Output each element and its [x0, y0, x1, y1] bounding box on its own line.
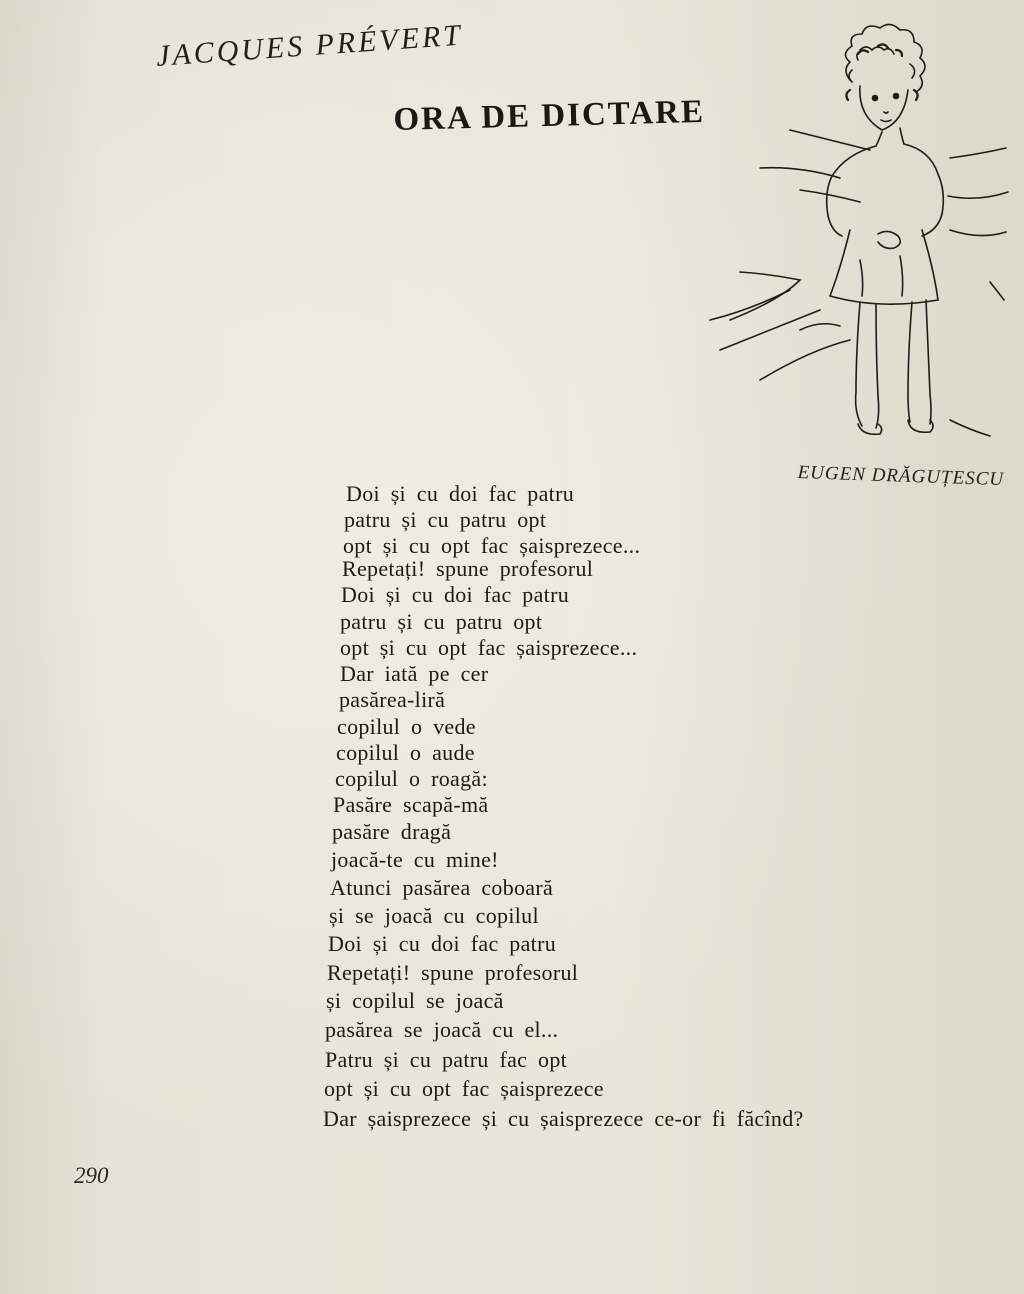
poem-line: joacă-te cu mine! [331, 847, 499, 872]
poem-line: și copilul se joacă [326, 988, 504, 1013]
poem-line: Doi și cu doi fac patru [328, 931, 557, 956]
poem-line: Repetați! spune profesorul [327, 960, 579, 985]
poem-line: Patru și cu patru fac opt [325, 1047, 568, 1072]
poem-line: opt și cu opt fac șaisprezece [324, 1076, 604, 1101]
poem-line: patru și cu patru opt [340, 609, 543, 634]
poem-line: patru și cu patru opt [344, 507, 547, 532]
illustrator-credit: EUGEN DRĂGUȚESCU [797, 462, 1005, 491]
poem-line: copilul o vede [337, 714, 476, 739]
poem-line: Atunci pasărea coboară [330, 875, 554, 900]
poem-line: pasăre dragă [332, 819, 452, 844]
poem-line: pasărea-liră [339, 687, 446, 712]
poem-line: Pasăre scapă-mă [333, 792, 489, 817]
poem-line: copilul o roagă: [335, 766, 488, 791]
poem-line: copilul o aude [336, 740, 475, 765]
poem-line: opt și cu opt fac șaisprezece... [340, 635, 638, 660]
poem-line: Doi și cu doi fac patru [341, 582, 570, 607]
poem-line: pasărea se joacă cu el... [325, 1017, 559, 1042]
poem-title: ORA DE DICTARE [393, 93, 706, 138]
author-name: JACQUES PRÉVERT [155, 18, 465, 73]
poem-line: Dar șaisprezece și cu șaisprezece ce-or fi făcînd? [323, 1106, 804, 1131]
poem-line: opt și cu opt fac șaisprezece... [343, 533, 641, 558]
poem-line: și se joacă cu copilul [329, 903, 539, 928]
poem-line: Repetați! spune profesorul [342, 556, 594, 581]
poem-line: Doi și cu doi fac patru [346, 481, 575, 506]
page-number: 290 [74, 1163, 109, 1188]
poem-line: Dar iată pe cer [340, 661, 489, 686]
